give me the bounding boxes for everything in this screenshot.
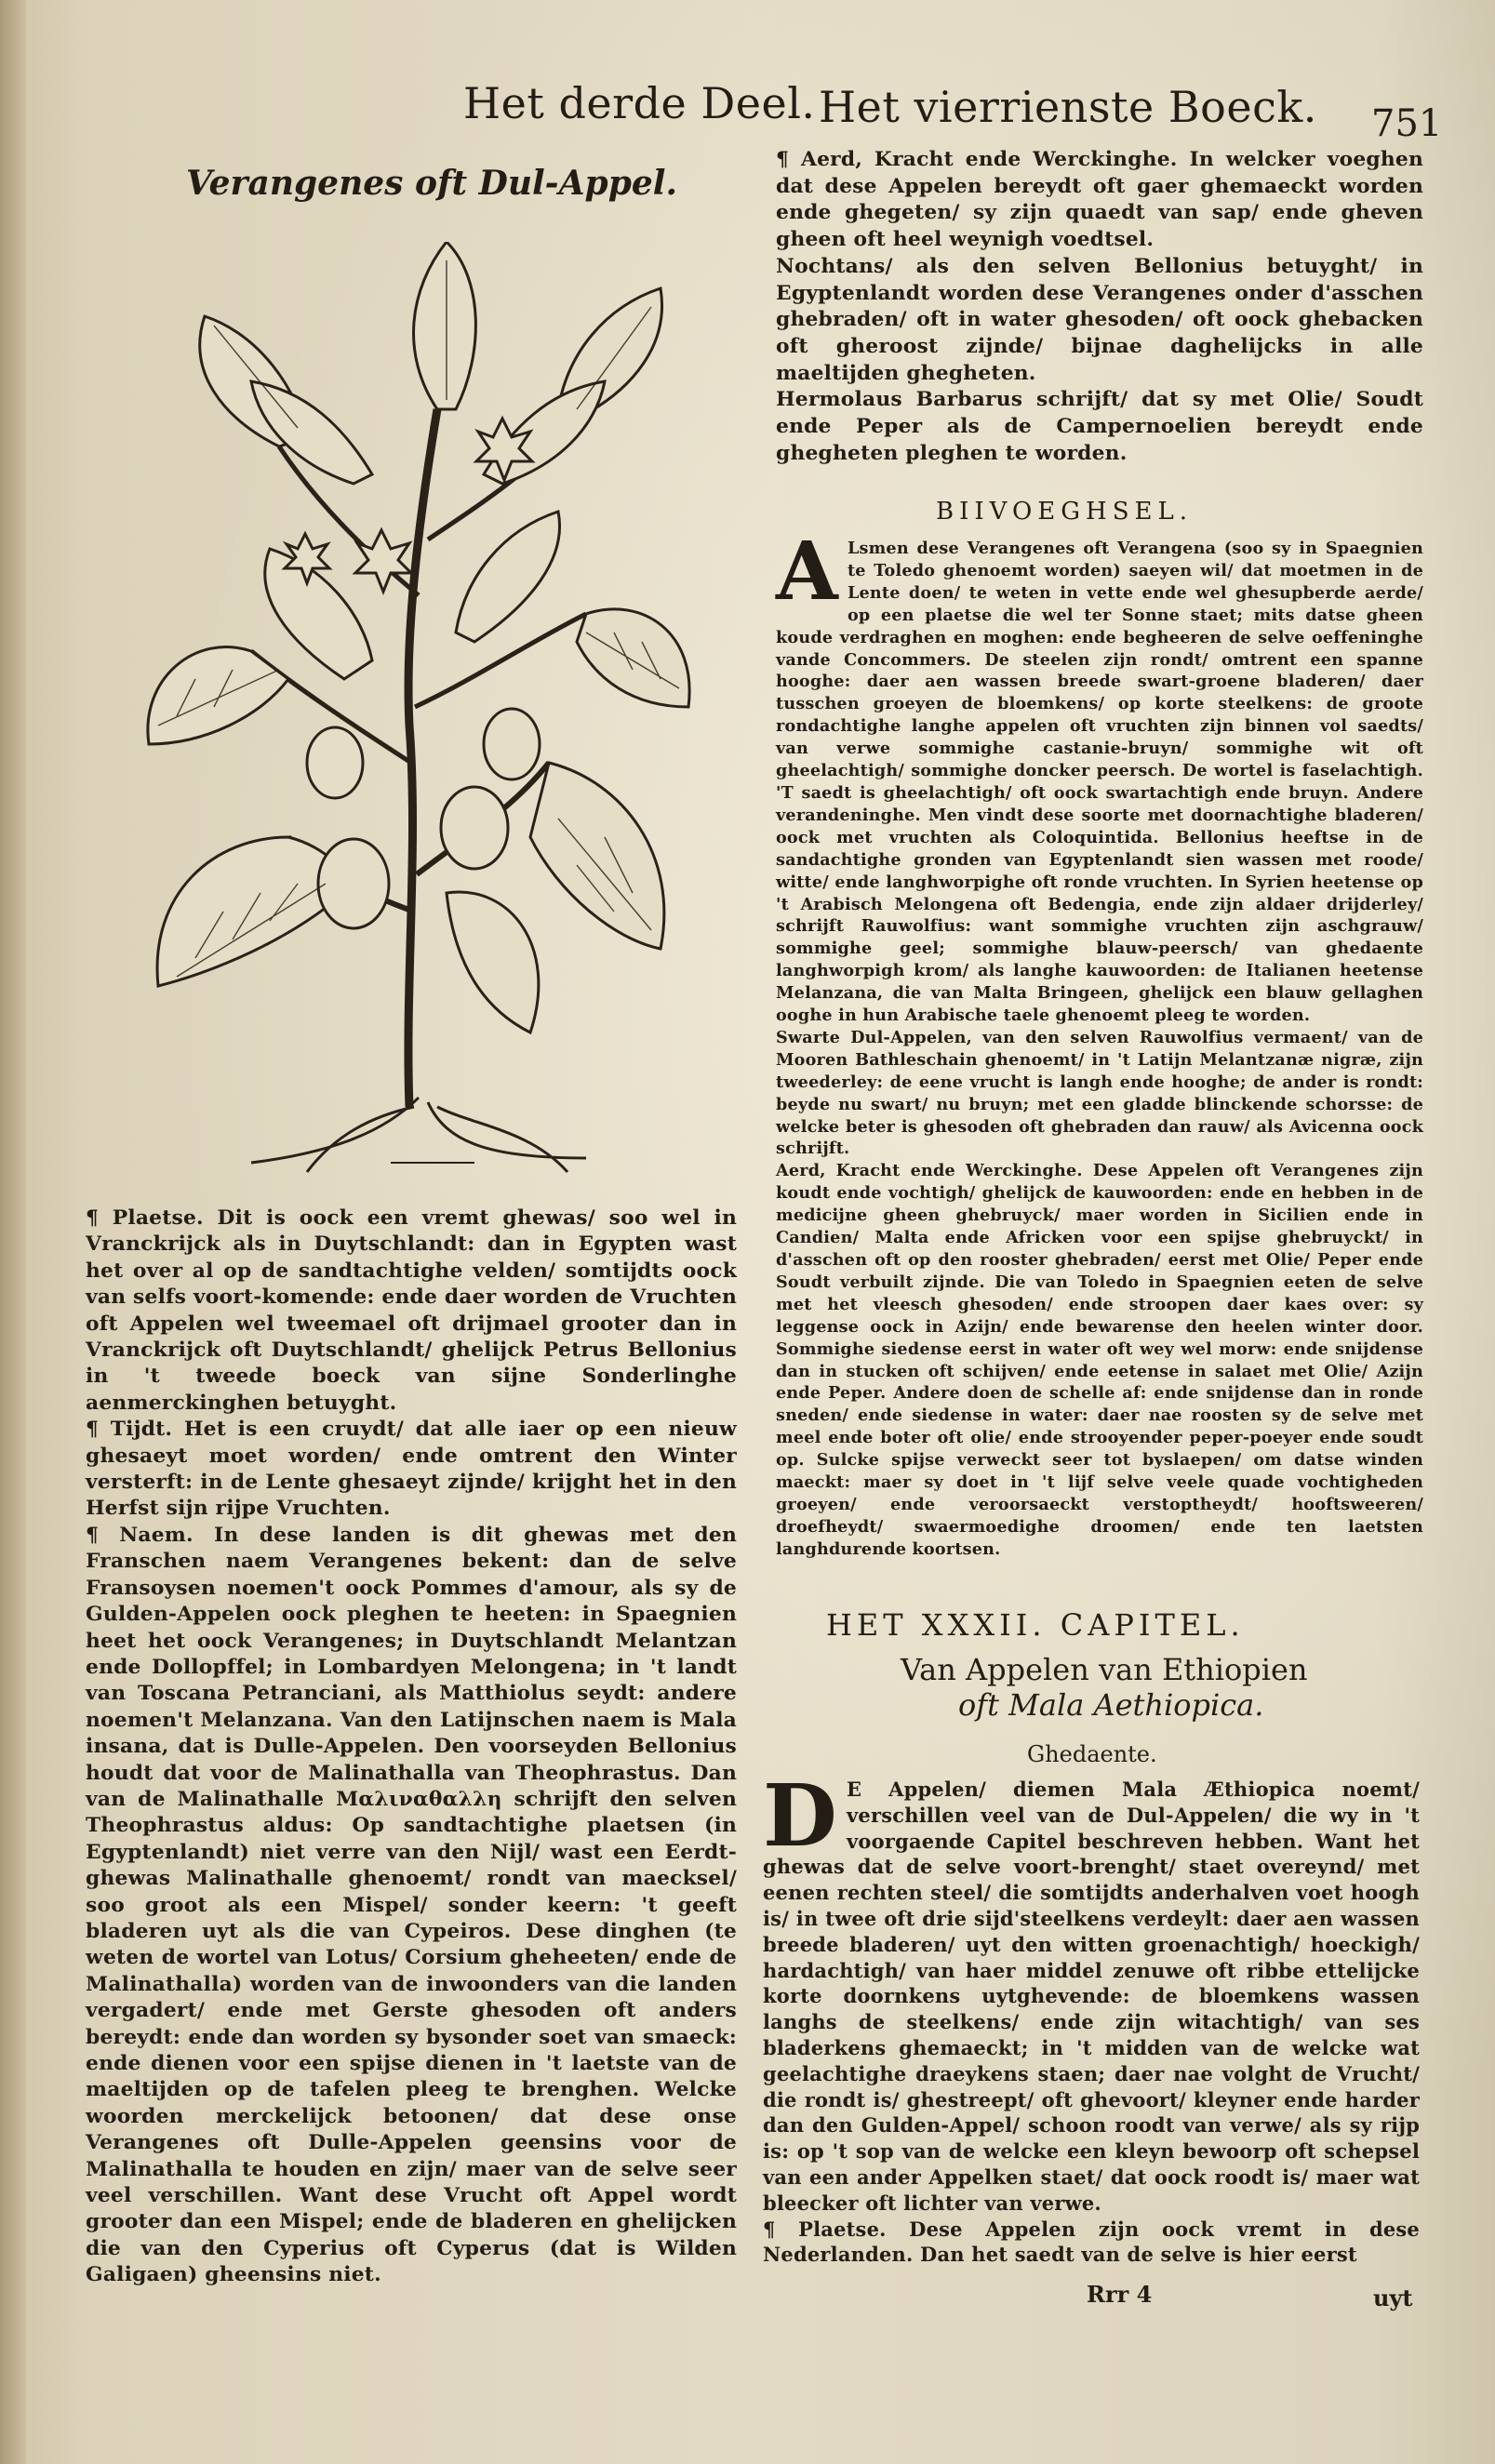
right-top-text [776,147,1423,467]
running-header-right: Het vierrienste Boeck. [819,82,1317,132]
heading-ghedaente: Ghedaente. [1027,1741,1157,1767]
chapter-body-text [763,1765,1420,2268]
page-gutter [0,0,26,2464]
running-header-left: Het derde Deel. [463,78,816,128]
chapter-subtitle-2: oft Mala Aethiopica. [958,1687,1264,1723]
paragraph-bijvoeghsel-3: Aerd, Kracht ende Werckinghe. Dese Appelen oft Verangenes zijn koudt ende vochtigh/ ghelijck de kauwoorden: ende en hebben in de medicijne gheen ghebruyck/ maer worden in Sicilien ende in Candien/ Malta ende Africken voor een spijse ghebruyckt/ in d'asschen oft op den rooster ghebraden/ eerst met Olie/ Peper ende Soudt verbuilt zijnde. Die van Toledo in Spaegnien eeten de selve met het vleesch ghesoden/ ende stroopen daer kaes over: sy leggense oock in Azijn/ ende bewarense den heelen winter door. Sommighe siedense eerst in water oft wey wel morw: ende snijdense dan in stucken oft schijven/ ende eetense in salaet met Olie/ Azijn ende Peper. Andere doen de schelle af: ende snijdense dan in ronde sneden/ ende siedense in water: daer nae roosten sy de selve met meel ende boter oft olie/ ende strooyender peper-poeyer ende soudt op. Sulcke spijse verweckt seer tot byslaepen/ om datse winden maeckt: maer sy doet in 't lijf selve veele quade vochtigheden groeyen/ ende veroorsaeckt verstoptheydt/ hooftsweeren/ droefheydt/ swaermoedighe droomen/ ende ten laetsten langhdurende koortsen. [776,1161,1423,1559]
paragraph-chapter-2: ¶ Plaetse. Dese Appelen zijn oock vremt in dese Nederlanden. Dan het saedt van de selve is hier eerst [763,2217,1420,2267]
drop-cap-d: D [763,1765,837,1866]
paragraph-bijvoeghsel-2: Swarte Dul-Appelen, van den selven Rauwolfius vermaent/ van de Mooren Bathleschain ghenoemt/ in 't Latijn Melantzanæ nigræ, zijn tweederley: de eene vrucht is langh ende hooghe; de ander is rondt: beyde nu swart/ nu bruyn; met een gladde blinckende schorsse: de welcke beter is ghesoden oft ghebraden dan rauw/ als Avicenna oock schrijft. [776,1027,1423,1159]
left-column-text [86,1205,737,2289]
woodcut-illustration [140,242,716,1191]
paragraph-chapter-1: E Appelen/ diemen Mala Æthiopica noemt/ verschillen veel van de Dul-Appelen/ die wy in 't voorgaende Capitel beschreven hebben. Want het ghewas dat de selve voort-brenght/ staet overeynd/ met eenen rechten steel/ die somtijdts anderhalven voet hoogh is/ in twee oft drie sijd'steelkens verdeylt: daer aen wassen breede bladeren/ uyt den witten groenachtigh/ hoeckigh/ hardachtigh/ van haer middel zenuwe oft ribbe ettelijcke korte doornkens uytghevende: de bloemkens wassen langhs de steelkens/ ende zijn witachtigh/ van ses bladerkens ghemaeckt; in 't midden van de welcke wat geelachtighe draeykens staen; daer nae volght de Vrucht/ die rondt is/ ghestreept/ oft ghevoort/ kleyner ende harder dan den Gulden-Appel/ schoon roodt van verwe/ als sy rijp is: op 't sop van de welcke een kleyn bewoorp oft schepsel van een ander Appelken staet/ dat oock roodt is/ maer wat bleecker oft lichter van verwe. [763,1778,1420,2215]
bijvoeghsel-text [776,525,1423,1561]
paragraph-nochtans: Nochtans/ als den selven Bellonius betuyght/ in Egyptenlandt worden dese Verangenes onder d'asschen ghebraden/ oft in water ghesoden/ oft oock ghebacken oft gheroost zijnde/ bijnae daghelijcks in alle maeltijden ghegheten. [776,254,1423,385]
paragraph-tijdt: ¶ Tijdt. Het is een cruydt/ dat alle iaer op een nieuw ghesaeyt moet worden/ ende omtrent den Winter versterft: in de Lente ghesaeyt zijnde/ krijght het in den Herfst sijn rijpe Vruchten. [86,1418,737,1521]
paragraph-naem: ¶ Naem. In dese landen is dit ghewas met den Franschen naem Verangenes bekent: dan de selve Fransoysen noemen't oock Pommes d'amour, als sy de Gulden-Appelen oock pleghen te heeten: in Spaegnien heet het oock Verangenes; in Duytschlandt Melantzan ende Dollopffel; in Lombardyen Melongena; in 't landt van Toscana Petranciani, als Matthiolus seydt: andere noemen't Melanzana. Van den Latijnschen naem is Mala insana, dat is Dulle-Appelen. Den voorseyden Bellonius houdt dat voor de Malinathalla van Theophrastus. Dan van de Malinathalle Μαλιναθαλλη schrijft den selven Theophrastus aldus: Op sandtachtighe plaetsen (in Egyptenlandt) niet verre van den Nijl/ wast een Eerdt-ghewas Malinathalle ghenoemt/ rondt van maecksel/ soo groot als een Mispel/ sonder keern: 't geeft bladeren uyt als die van Cypeiros. Dese dinghen (te weten de wortel van Lotus/ Corsium gheheeten/ ende de Malinathalla) worden van de inwoonders van die landen vergadert/ ende met Gerste ghesoden oft anders bereydt: ende dan worden sy bysonder soet van smaeck: ende dienen voor een spijse dienen in 't laetste van de maeltijden op de tafelen pleeg te brenghen. Welcke woorden merckelijck betoonen/ dat dese onse Verangenes oft Dulle-Appelen geensins voor de Malinathalla te houden en zijn/ maer van de selve seer veel verschillen. Want dese Vrucht oft Appel wordt grooter dan een Mispel; ende de bladeren en ghelijcken die van den Cyperius oft Cyperus (dat is Wilden Galigaen) gheensins niet. [86,1523,737,2287]
chapter-title: HET XXXII. CAPITEL. [826,1607,1245,1643]
catchword: uyt [1373,2284,1413,2311]
page-number: 751 [1371,102,1443,145]
plant-title: Verangenes oft Dul-Appel. [186,164,678,203]
paragraph-bijvoeghsel-1: Lsmen dese Verangenes oft Verangena (soo sy in Spaegnien te Toledo ghenoemt worden) saeyen wil/ dat moetmen in de Lente doen/ te weten in vette ende wel ghesupberde aerde/ op een plaetse die wel ter Sonne staet; mits datse gheen koude verdraghen en moghen: ende begheeren de selve oeffeninghe vande Concommers. De steelen zijn rondt/ omtrent een spanne hooghe: daer aen wassen breede swart-groene bladeren/ daer tusschen groeyen de bloemkens/ op korte steelkens: de groote rondachtighe langhe appelen oft vruchten zijn binnen vol saedts/ van verwe sommighe castanie-bruyn/ sommighe wit oft gheelachtigh/ sommighe doncker peersch. De wortel is faselachtigh. 'T saedt is gheelachtigh/ oft oock swartachtigh ende bruyn. Andere verandeninghe. Men vindt dese soorte met doornachtighe bladeren/ oock met vruchten als Coloquintida. Bellonius heeftse in de sandachtighe gronden van Egyptenlandt sien wassen met roode/ witte/ ende langhworpighe oft ronde vruchten. In Syrien heetense op 't Arabisch Melongena oft Bedengia, ende zijn aldaer drijderley/ schrijft Rauwolfius: want sommighe vruchten zijn aschgrauw/ sommighe geel; sommighe blauw-peersch/ van ghedaente langhworpigh krom/ als langhe kauwoorden: de Italianen heetense Melanzana, die van Malta Bringeen, ghelijck een blauw gellaghen ooghe in hun Arabische taele ghenoemt pleeg te worden. [776,539,1423,1026]
section-title-bijvoeghsel: BIIVOEGHSEL. [936,498,1194,526]
drop-cap-a: A [776,525,838,619]
chapter-subtitle-1: Van Appelen van Ethiopien [901,1652,1308,1687]
signature-mark: Rrr 4 [1087,2281,1153,2308]
paragraph-aerd: ¶ Aerd, Kracht ende Werckinghe. In welcker voeghen dat dese Appelen bereydt oft gaer ghemaeckt worden ende ghegeten/ sy zijn quaedt van sap/ ende gheven gheen oft heel weynigh voedtsel. [776,148,1423,252]
paragraph-plaetse: ¶ Plaetse. Dit is oock een vremt ghewas/ soo wel in Vranckrijck als in Duytschlandt: dan in Egypten wast het over al op de sandtachtighe velden/ somtijdts oock van selfs voort-komende: ende daer worden de Vruchten oft Appelen wel tweemael oft drijmael grooter dan in Vranckrijck oft Duytschlandt/ ghelijck Petrus Bellonius in 't tweede boeck van sijne Sonderlinghe aenmerckinghen betuyght. [86,1206,737,1415]
paragraph-hermolaus: Hermolaus Barbarus schrijft/ dat sy met Olie/ Soudt ende Peper als de Campernoelien bereydt ende ghegheten pleghen te worden. [776,388,1423,465]
